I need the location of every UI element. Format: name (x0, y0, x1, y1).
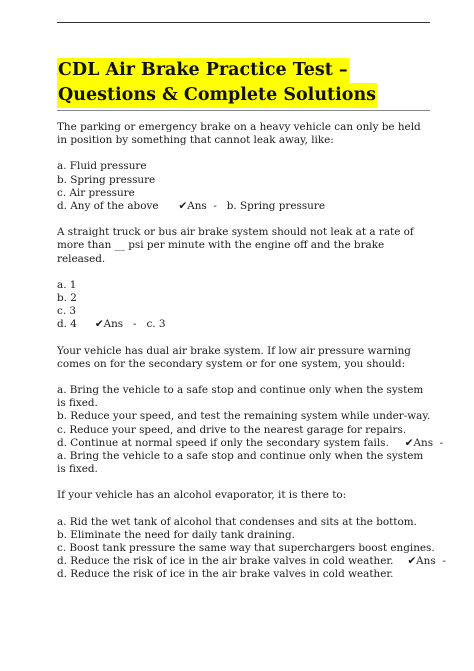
question-4-options (57, 515, 446, 582)
question-4-prompt (57, 489, 432, 502)
answer-mark: ✔Ans (178, 200, 207, 213)
option-with-answer (57, 436, 444, 450)
title-rule (57, 110, 430, 111)
option: d. Reduce the risk of ice in the air brake valves in cold weather. (57, 555, 394, 568)
option: b. Spring pressure (57, 173, 156, 186)
page-title (57, 58, 430, 108)
answer-text: b. Spring pressure (226, 200, 325, 213)
option-with-answer (57, 318, 432, 331)
question-3-prompt (57, 345, 432, 371)
option: b. 2 (57, 292, 77, 305)
option: c. 3 (57, 305, 77, 318)
document-body (57, 121, 446, 595)
question-text: The parking or emergency brake on a heavy vehicle can only be held in position by something that cannot leak away, like: (57, 121, 421, 147)
question-3-options (57, 384, 444, 476)
question-text: Your vehicle has dual air brake system. If low air pressure warning comes on for the secondary system or for one system, you should: (57, 344, 411, 370)
question-text: If your vehicle has an alcohol evaporator, it is there to: (57, 489, 347, 502)
option: a. 1 (57, 278, 77, 291)
answer-separator: - (439, 436, 444, 449)
option: c. Reduce your speed, and drive to the nearest garage for repairs. (57, 423, 407, 436)
question-1-options (57, 160, 432, 213)
answer-text: a. Bring the vehicle to a safe stop and continue only when the system is fixed. (57, 450, 424, 476)
option: d. Any of the above (57, 200, 159, 213)
question-2-prompt (57, 226, 432, 266)
question-2-options (57, 279, 432, 332)
option: d. Continue at normal speed if only the secondary system fails. (57, 436, 389, 449)
answer-mark: ✔Ans (404, 436, 434, 449)
header-rule (57, 22, 430, 23)
option-with-answer (57, 200, 432, 213)
option-with-answer (57, 555, 446, 568)
option: b. Reduce your speed, and test the remaining system while under-way. (57, 410, 431, 423)
answer-mark: ✔Ans (407, 555, 436, 568)
option: b. Eliminate the need for daily tank draining. (57, 528, 295, 541)
option: a. Rid the wet tank of alcohol that condenses and sits at the bottom. (57, 515, 417, 528)
answer-mark: ✔Ans (94, 318, 124, 331)
answer-separator: - (213, 200, 217, 213)
answer-separator: - (442, 555, 446, 568)
answer-text: c. 3 (146, 318, 166, 331)
answer-separator: - (133, 318, 137, 331)
option: d. 4 (57, 318, 77, 331)
option: a. Fluid pressure (57, 160, 147, 173)
option: a. Bring the vehicle to a safe stop and continue only when the system is fixed. (57, 384, 424, 410)
title-line-1: CDL Air Brake Practice Test – (57, 58, 349, 83)
title-line-2: Questions & Complete Solutions (57, 83, 377, 108)
option: c. Air pressure (57, 186, 135, 199)
question-1-prompt (57, 121, 432, 147)
question-text: A straight truck or bus air brake system should not leak at a rate of more than __ psi per minute with the engine off and the brake released. (57, 226, 414, 265)
option: c. Boost tank pressure the same way that superchargers boost engines. (57, 542, 435, 555)
answer-text: d. Reduce the risk of ice in the air brake valves in cold weather. (57, 568, 394, 581)
